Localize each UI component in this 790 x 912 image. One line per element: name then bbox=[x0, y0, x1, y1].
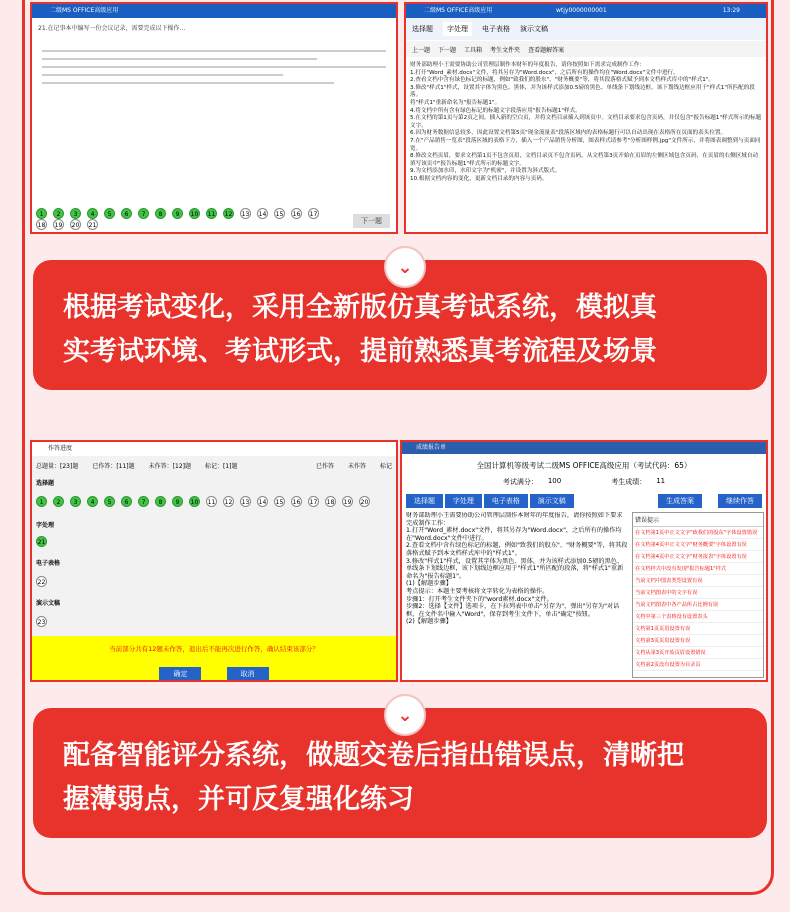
question-dot[interactable]: 7 bbox=[138, 496, 149, 507]
question-dot[interactable]: 17 bbox=[308, 496, 319, 507]
section-ppt: 演示文稿 bbox=[36, 600, 61, 607]
question-dot[interactable]: 13 bbox=[240, 208, 251, 219]
question-dot[interactable]: 8 bbox=[155, 496, 166, 507]
question-line: 5.在文档的第1页与第2页之间，插入新的空白页，并将文档目录插入到该页中。文档目录要求包含页码，并仅包含"报告标题1"样式所示的标题文字。 bbox=[410, 115, 762, 129]
report-line: (2)【解题步骤】 bbox=[406, 618, 452, 626]
error-item[interactable]: 在文档第1页中正文文字"致我们的股东"字体设置错误 bbox=[633, 527, 763, 539]
question-dot[interactable]: 20 bbox=[359, 496, 370, 507]
tab-choice[interactable]: 选择题 bbox=[406, 494, 443, 508]
stat-todo: 未作答：[12]题 bbox=[148, 462, 191, 470]
banner-line: 根据考试变化，采用全新版仿真考试系统，模拟真 bbox=[63, 292, 657, 323]
report-line: 财务部助理小王需要协助公司管理层制作本财年的年度报告，请你按照如下要求完成制作工作： bbox=[406, 512, 623, 527]
question-dot[interactable]: 20 bbox=[70, 219, 81, 230]
tab-excel[interactable]: 电子表格 bbox=[482, 25, 510, 33]
banner-line: 配备智能评分系统，做题交卷后指出错误点，清晰把 bbox=[63, 740, 684, 771]
question-line: 7.在"产品销售一览表"段落区域的表格下方，插入一个产品销售分析图，图表样式请参考"分析图样例.jpg"文件所示，并将图表调整到与页面同宽。 bbox=[410, 137, 761, 152]
progress-dialog bbox=[30, 440, 398, 682]
question-dot[interactable]: 13 bbox=[240, 496, 251, 507]
question-dot[interactable]: 19 bbox=[342, 496, 353, 507]
banner-line: 实考试环境、考试形式，提前熟悉真考流程及场景 bbox=[63, 336, 657, 367]
question-line: 1.打开"Word_素材.docx"文件，将其另存为"Word.docx"，之后所有的操作均在"Word.docx"文件中进行。 bbox=[410, 69, 679, 76]
question-dot[interactable]: 6 bbox=[121, 208, 132, 219]
report-body bbox=[406, 512, 628, 678]
chevron-down-icon: ⌄ bbox=[384, 694, 426, 736]
folder-button[interactable]: 考生文件夹 bbox=[490, 46, 521, 54]
error-item[interactable]: 当前文档图表中的文字有误 bbox=[633, 587, 763, 599]
stats-row bbox=[36, 458, 392, 472]
question-dot[interactable]: 23 bbox=[36, 616, 47, 627]
question-dot[interactable]: 10 bbox=[189, 496, 200, 507]
error-item[interactable]: 文档第3页页眉设置有误 bbox=[633, 635, 763, 647]
tab-ppt[interactable]: 演示文稿 bbox=[530, 494, 574, 508]
question-line: 6.因为财务数据信息较多，因此设置文档第5页"现金流量表"段落区域内的表格标题行可以自动出现在表格所在页面的表头位置。 bbox=[410, 130, 727, 137]
prev-button[interactable]: 上一题 bbox=[412, 46, 431, 54]
error-item[interactable]: 在文档第4页中正文文字"财务报表"字体设置有误 bbox=[633, 551, 763, 563]
report-line: (1)【解题步骤】 bbox=[406, 580, 452, 588]
question-line: 财务部助理小王需要协助公司管理层制作本财年的年度报告，请你按照如下需求完成制作工作： bbox=[410, 62, 645, 68]
question-dot[interactable]: 16 bbox=[291, 208, 302, 219]
question-dot[interactable]: 19 bbox=[53, 219, 64, 230]
question-line: 9.为文档添加水印，水印文字为"机密"，并设置为斜式版式。 bbox=[410, 168, 561, 175]
toolbox-button[interactable]: 工具箱 bbox=[464, 46, 483, 54]
question-dot[interactable]: 18 bbox=[325, 496, 336, 507]
question-dot[interactable]: 14 bbox=[257, 208, 268, 219]
question-dot[interactable]: 18 bbox=[36, 219, 47, 230]
warning-panel bbox=[32, 636, 396, 680]
choice-dots bbox=[36, 496, 376, 507]
section-word: 字处理 bbox=[36, 522, 55, 529]
continue-button[interactable]: 继续作答 bbox=[718, 494, 762, 508]
question-dot[interactable]: 7 bbox=[138, 208, 149, 219]
banner-line: 握薄弱点，并可反复强化练习 bbox=[63, 784, 414, 815]
tab-ppt[interactable]: 演示文稿 bbox=[520, 25, 548, 33]
question-progress-dots bbox=[36, 208, 336, 230]
question-dot[interactable]: 12 bbox=[223, 496, 234, 507]
question-line: 4.将文档中所有含有绿色标记的标题文字段落应用"报告标题1"样式。 bbox=[410, 107, 581, 114]
question-dot[interactable]: 15 bbox=[274, 208, 285, 219]
report-heading: 全国计算机等级考试二级MS OFFICE高级应用（考试代码：65） bbox=[476, 461, 692, 470]
question-dot[interactable]: 17 bbox=[308, 208, 319, 219]
report-line: 步骤1：打开考生文件夹下的"word素材.docx"文件。 bbox=[406, 595, 553, 603]
question-line: 2.查看文档中含有绿色标记的标题，例如"致我们的股东"、"财务概要"等，将其段落格式赋予到本文档样式库中的"样式1"。 bbox=[410, 77, 715, 84]
question-body bbox=[410, 62, 762, 184]
total-label: 考试满分： bbox=[502, 478, 538, 486]
question-text: 21.在记事本中编写一份会议记录，需要完成以下操作... bbox=[38, 25, 186, 32]
stat-marked: 标记：[1]题 bbox=[204, 462, 238, 470]
exam-screen-word bbox=[404, 2, 768, 234]
answer-options bbox=[42, 44, 386, 90]
generate-answer-button[interactable]: 生成答案 bbox=[658, 494, 702, 508]
question-line: 8.修改文档页眉，要求文档第1页不包含页眉，文档目录页不包含页码，从文档第3页开始在页眉的左侧区域包含页码，在页眉的右侧区域自动填写该页中"报告标题1"样式所示的标题文字。 bbox=[410, 153, 759, 167]
question-dot[interactable]: 22 bbox=[36, 576, 47, 587]
question-dot[interactable]: 1 bbox=[36, 208, 47, 219]
window-title: 二级MS OFFICE高级应用 bbox=[50, 7, 119, 14]
question-line: 将"样式1"重新命名为"报告标题1"。 bbox=[410, 99, 501, 106]
tab-word[interactable]: 字处理 bbox=[443, 22, 472, 36]
answer-button[interactable]: 查看题解答案 bbox=[528, 46, 565, 54]
question-dot[interactable]: 16 bbox=[291, 496, 302, 507]
question-dot[interactable]: 12 bbox=[223, 208, 234, 219]
error-item[interactable]: 当前文档图表中各产品所占比例有误 bbox=[633, 599, 763, 611]
legend-todo: 未作答 bbox=[347, 462, 366, 470]
question-dot[interactable]: 6 bbox=[121, 496, 132, 507]
error-item[interactable]: 文档从第3页开始页眉设置错误 bbox=[633, 647, 763, 659]
question-dot[interactable]: 11 bbox=[206, 496, 217, 507]
error-item[interactable]: 文档第1页页眉设置有误 bbox=[633, 623, 763, 635]
tab-bar bbox=[406, 18, 766, 40]
question-dot[interactable]: 2 bbox=[53, 208, 64, 219]
question-dot[interactable]: 5 bbox=[104, 208, 115, 219]
score-label: 考生成绩： bbox=[611, 478, 647, 486]
stat-total: 总题量：[23]题 bbox=[36, 462, 79, 470]
question-dot[interactable]: 4 bbox=[87, 496, 98, 507]
error-item[interactable]: 文档中第三个表格没有设置表头 bbox=[633, 611, 763, 623]
confirm-button[interactable]: 确定 bbox=[159, 667, 201, 681]
window-title: 二级MS OFFICE高级应用 bbox=[424, 7, 493, 14]
tab-choice[interactable]: 选择题 bbox=[412, 25, 433, 33]
legend-marked: 标记 bbox=[379, 462, 392, 470]
report-tabs bbox=[406, 494, 762, 508]
next-question-button[interactable]: 下一题 bbox=[353, 214, 390, 228]
tab-excel[interactable]: 电子表格 bbox=[484, 494, 528, 508]
error-item[interactable]: 在文档样式中没有发现"报告标题1"样式 bbox=[633, 563, 763, 575]
question-dot[interactable]: 21 bbox=[36, 536, 47, 547]
window-titlebar bbox=[406, 4, 766, 18]
question-dot[interactable]: 9 bbox=[172, 496, 183, 507]
window-titlebar bbox=[32, 4, 396, 18]
warning-text: 当前部分共有12题未作答，退出后不能再次进行作答，确认结束该部分？ bbox=[109, 645, 319, 653]
chevron-down-icon: ⌄ bbox=[384, 246, 426, 288]
question-line: 10.根据文档内容的变化，更新文档目录的内容与页码。 bbox=[410, 175, 548, 182]
question-dot[interactable]: 3 bbox=[70, 208, 81, 219]
score-value: 11 bbox=[656, 477, 666, 485]
tab-word[interactable]: 字处理 bbox=[445, 494, 482, 508]
error-item[interactable]: 当前文档中图表类型设置有误 bbox=[633, 575, 763, 587]
question-dot[interactable]: 10 bbox=[189, 208, 200, 219]
error-item[interactable]: 文档第2页没有设置为目录页 bbox=[633, 659, 763, 671]
section-excel: 电子表格 bbox=[36, 560, 61, 567]
exam-screen-choice bbox=[30, 2, 398, 234]
error-item[interactable]: 在文档第4页中正文文字"财务概要"字体设置有误 bbox=[633, 539, 763, 551]
score-row bbox=[402, 477, 766, 487]
error-list bbox=[632, 512, 764, 678]
report-line: 1.打开"Word_素材.docx"文件，将其另存为"Word.docx"，之后所有的操作均在"Word.docx"文件中进行。 bbox=[406, 527, 622, 542]
error-header: 错误提示 bbox=[633, 513, 763, 527]
question-dot[interactable]: 4 bbox=[87, 208, 98, 219]
report-title: 成绩报告单 bbox=[402, 442, 766, 454]
next-button[interactable]: 下一题 bbox=[438, 46, 457, 54]
dialog-title: 作答进度 bbox=[32, 442, 396, 456]
question-dot[interactable]: 9 bbox=[172, 208, 183, 219]
user-id: wtjy0000000001 bbox=[556, 7, 607, 14]
question-dot[interactable]: 3 bbox=[70, 496, 81, 507]
question-dot[interactable]: 14 bbox=[257, 496, 268, 507]
question-dot[interactable]: 2 bbox=[53, 496, 64, 507]
question-dot[interactable]: 5 bbox=[104, 496, 115, 507]
report-line: 3.修改"样式1"样式，设置其字体为黑色、黑体，并为该样式添加0.5磅的黑色、单线条下划线边框，该下划线边框应用于"样式1"所匹配的段落，将"样式1"重新命名为"报告标题1"。 bbox=[406, 557, 624, 580]
question-dot[interactable]: 11 bbox=[206, 208, 217, 219]
toolbar bbox=[406, 41, 766, 57]
report-line: 考点提示：本题主要考核将文字转化为表格的操作。 bbox=[406, 587, 549, 595]
cancel-button[interactable]: 取消 bbox=[227, 667, 269, 681]
stat-done: 已作答：[11]题 bbox=[92, 462, 135, 470]
question-line: 3.修改"样式1"样式，设置其字体为黑色、黑体，并为该样式添加0.5磅的黑色、单线条下划线边框，该下划线边框应用于"样式1"所匹配的段落。 bbox=[410, 84, 755, 99]
question-dot[interactable]: 8 bbox=[155, 208, 166, 219]
report-line: 2.查看文档中含有绿色标记的标题，例如"致我们的股东"、"财务概要"等，将其段落格式赋予到本文档样式库中的"样式1"。 bbox=[406, 542, 628, 557]
question-dot[interactable]: 21 bbox=[87, 219, 98, 230]
report-line: 步骤2：选择【文件】选项卡，在下拉列表中单击"另存为"，弹出"另存为"对话框，在文件名中输入"Word"，保存到考生文件下，单击"确定"按钮。 bbox=[406, 603, 620, 618]
score-report bbox=[400, 440, 768, 682]
clock: 13:29 bbox=[722, 7, 740, 14]
section-choice: 选择题 bbox=[36, 480, 55, 487]
question-dot[interactable]: 15 bbox=[274, 496, 285, 507]
legend-done: 已作答 bbox=[315, 462, 334, 470]
total-value: 100 bbox=[547, 477, 562, 485]
question-dot[interactable]: 1 bbox=[36, 496, 47, 507]
